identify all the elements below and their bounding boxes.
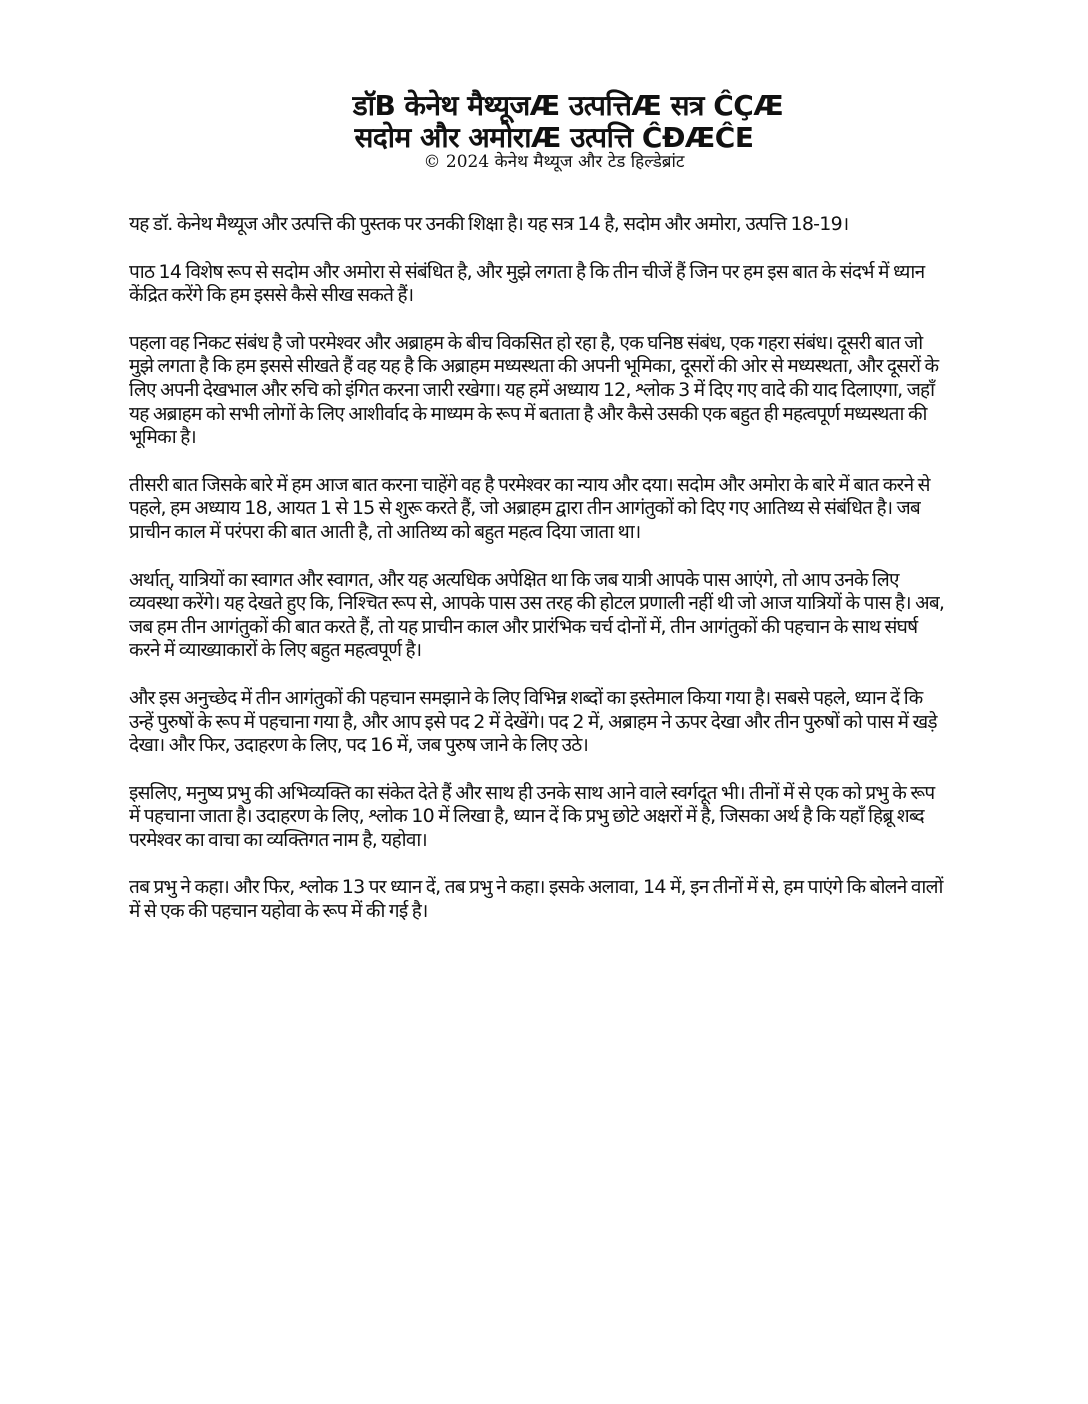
paragraph: पाठ 14 विशेष रूप से सदोम और अमोरा से संबंधित है, और मुझे लगता है कि तीन चीजें हैं जिन पर हम इस बात के संदर्भ में ध्यान केंद्रित करेंगे कि हम इससे कैसे सीख सकते हैं। [129, 260, 925, 307]
paragraph: यह डॉ. केनेथ मैथ्यूज और उत्पत्ति की पुस्तक पर उनकी शिक्षा है। यह सत्र 14 है, सदोम और अमोरा, उत्पत्ति 18-19। [129, 213, 849, 235]
paragraph: तीसरी बात जिसके बारे में हम आज बात करना चाहेंगे वह है परमेश्वर का न्याय और दया। सदोम और अमोरा के बारे में बात करने से पहले, हम अध्याय 18, आयत 1 से 15 से शुरू करते हैं, जो अब्राहम द्वारा तीन आगंतुकों को दिए गए आतिथ्य से संबंधित है। जब प्राचीन काल में परंपरा की बात आती है, तो आतिथ्य को बहुत महत्व दिया जाता था। [129, 473, 930, 543]
title-line-1: डॉB केनेथ मैथ्यूजÆ उत्पत्तिÆ सत्र ĈÇÆ [352, 89, 784, 122]
paragraph: और इस अनुच्छेद में तीन आगंतुकों की पहचान समझाने के लिए विभिन्न शब्दों का इस्तेमाल किया गया है। सबसे पहले, ध्यान दें कि उन्हें पुरुषों के रूप में पहचाना गया है, और आप इसे पद 2 में देखेंगे। पद 2 में, अब्राहम ने ऊपर देखा और तीन पुरुषों को पास में खड़े देखा। और फिर, उदाहरण के लिए, पद 16 में, जब पुरुष जाने के लिए उठे। [129, 686, 937, 757]
document-header [0, 89, 1088, 172]
document-body [129, 213, 949, 948]
paragraph: पहला वह निकट संबंध है जो परमेश्वर और अब्राहम के बीच विकसित हो रहा है, एक घनिष्ठ संबंध, एक गहरा संबंध। दूसरी बात जो मुझे लगता है कि हम इससे सीखते हैं वह यह है कि अब्राहम मध्यस्थता की अपनी भूमिका, दूसरों की ओर से मध्यस्थता, और दूसरों के लिए अपनी देखभाल और रुचि को इंगित करना जारी रखेगा। यह हमें अध्याय 12, श्लोक 3 में दिए गए वादे की याद दिलाएगा, जहाँ यह अब्राहम को सभी लोगों के लिए आशीर्वाद के माध्यम के रूप में बताता है और कैसे उसकी एक बहुत ही महत्वपूर्ण मध्यस्थता की भूमिका है। [129, 331, 939, 449]
paragraph: तब प्रभु ने कहा। और फिर, श्लोक 13 पर ध्यान दें, तब प्रभु ने कहा। इसके अलावा, 14 में, इन तीनों में से, हम पाएंगे कि बोलने वालों में से एक की पहचान यहोवा के रूप में की गई है। [129, 876, 943, 923]
paragraph: अर्थात्, यात्रियों का स्वागत और स्वागत, और यह अत्यधिक अपेक्षित था कि जब यात्री आपके पास आएंगे, तो आप उनके लिए व्यवस्था करेंगे। यह देखते हुए कि, निश्चित रूप से, आपके पास उस तरह की होटल प्रणाली नहीं थी जो आज यात्रियों के पास है। अब, जब हम तीन आगंतुकों की बात करते हैं, तो यह प्राचीन काल और प्रारंभिक चर्च दोनों में, तीन आगंतुकों की पहचान के साथ संघर्ष करने में व्याख्याकारों के लिए बहुत महत्वपूर्ण है। [129, 568, 945, 662]
copyright-notice: © 2024 केनेथ मैथ्यूज और टेड हिल्डेब्रांट [423, 152, 685, 172]
title-line-2: सदोम और अमोराÆ उत्पत्ति ĈĐÆĈE [354, 121, 754, 154]
paragraph: इसलिए, मनुष्य प्रभु की अभिव्यक्ति का संकेत देते हैं और साथ ही उनके साथ आने वाले स्वर्गदूत भी। तीनों में से एक को प्रभु के रूप में पहचाना जाता है। उदाहरण के लिए, श्लोक 10 में लिखा है, ध्यान दें कि प्रभु छोटे अक्षरों में है, जिसका अर्थ है कि यहाँ हिब्रू शब्द परमेश्वर का वाचा का व्यक्तिगत नाम है, यहोवा। [129, 781, 935, 851]
